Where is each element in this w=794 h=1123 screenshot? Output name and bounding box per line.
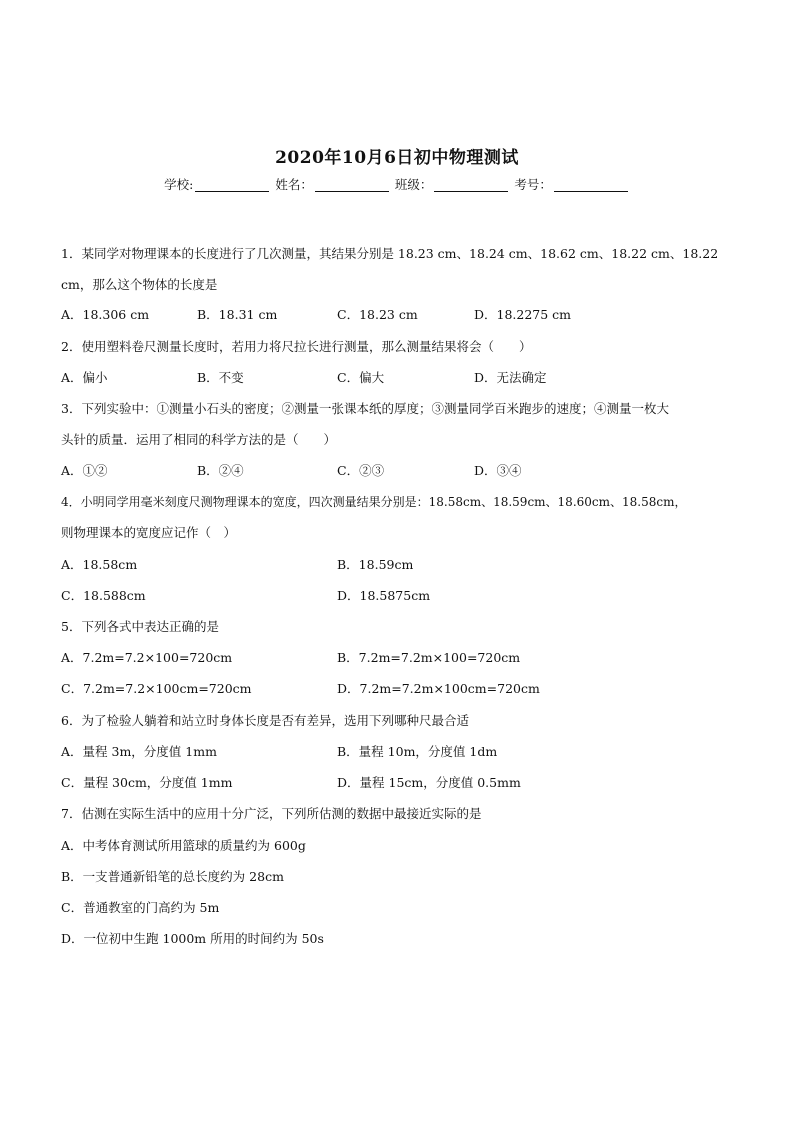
question-6-option-a: A．量程 3m，分度值 1mm	[61, 744, 217, 759]
question-2-option-c: C．偏大	[337, 370, 385, 385]
question-3-option-a: A．①②	[61, 463, 108, 478]
question-7-stem: 7．估测在实际生活中的应用十分广泛，下列所估测的数据中最接近实际的是	[61, 806, 482, 821]
question-6-option-b: B．量程 10m，分度值 1dm	[337, 744, 498, 759]
question-1-option-d: D．18.2275 cm	[474, 307, 572, 322]
question-7-option-c: C．普通教室的门高约为 5m	[61, 900, 220, 915]
class-blank[interactable]	[434, 178, 508, 192]
question-7-option-a: A．中考体育测试所用篮球的质量约为 600g	[61, 838, 306, 853]
question-2-option-d: D．无法确定	[474, 370, 547, 385]
question-2-option-b: B．不变	[197, 370, 244, 385]
question-3-stem: 3．下列实验中：①测量小石头的密度；②测量一张课本纸的厚度；③测量同学百米跑步的速度；④测量一枚大	[61, 401, 669, 416]
question-3-option-c: C．②③	[337, 463, 385, 478]
question-6-option-d: D．量程 15cm，分度值 0.5mm	[337, 775, 521, 790]
exam-number-label: 考号：	[514, 177, 552, 192]
question-7-option-d: D．一位初中生跑 1000m 所用的时间约为 50s	[61, 931, 324, 946]
question-4-option-b: B．18.59cm	[337, 557, 414, 572]
question-1-stem: 1．某同学对物理课本的长度进行了几次测量，其结果分别是 18.23 cm、18.24 cm、18.62 cm、18.22 cm、18.22	[61, 246, 719, 261]
name-label: 姓名：	[275, 177, 313, 192]
question-1-option-c: C．18.23 cm	[337, 307, 418, 322]
question-1-stem-cont: cm，那么这个物体的长度是	[61, 277, 218, 292]
question-1-option-b: B．18.31 cm	[197, 307, 278, 322]
question-4-stem-cont: 则物理课本的宽度应记作（ ）	[61, 525, 237, 540]
page-title: 2020年10月6日初中物理测试	[275, 148, 519, 168]
name-blank[interactable]	[315, 178, 389, 192]
question-2-option-a: A．偏小	[61, 370, 108, 385]
school-label: 学校:	[164, 177, 194, 192]
question-6-option-c: C．量程 30cm，分度值 1mm	[61, 775, 233, 790]
question-5-option-c: C．7.2m=7.2×100cm=720cm	[61, 681, 252, 696]
question-4-option-d: D．18.5875cm	[337, 588, 431, 603]
question-5-option-a: A．7.2m=7.2×100=720cm	[61, 650, 233, 665]
question-5-stem: 5．下列各式中表达正确的是	[61, 619, 219, 634]
exam-number-blank[interactable]	[554, 178, 628, 192]
question-5-option-d: D．7.2m=7.2m×100cm=720cm	[337, 681, 540, 696]
question-6-stem: 6．为了检验人躺着和站立时身体长度是否有差异，选用下列哪种尺最合适	[61, 713, 469, 728]
question-7-option-b: B．一支普通新铅笔的总长度约为 28cm	[61, 869, 284, 884]
school-blank[interactable]	[195, 178, 269, 192]
question-3-stem-cont: 头针的质量．运用了相同的科学方法的是（ ）	[61, 432, 337, 447]
question-5-option-b: B．7.2m=7.2m×100=720cm	[337, 650, 521, 665]
student-info-line	[0, 175, 794, 193]
question-4-option-a: A．18.58cm	[61, 557, 138, 572]
question-1-option-a: A．18.306 cm	[61, 307, 150, 322]
question-2-stem: 2．使用塑料卷尺测量长度时，若用力将尺拉长进行测量，那么测量结果将会（ ）	[61, 339, 532, 354]
question-3-option-b: B．②④	[197, 463, 244, 478]
question-3-option-d: D．③④	[474, 463, 522, 478]
question-4-stem: 4．小明同学用毫米刻度尺测物理课本的宽度，四次测量结果分别是：18.58cm、18.59cm、18.60cm、18.58cm，	[61, 495, 687, 509]
class-label: 班级：	[394, 177, 433, 192]
question-4-option-c: C．18.588cm	[61, 588, 146, 603]
